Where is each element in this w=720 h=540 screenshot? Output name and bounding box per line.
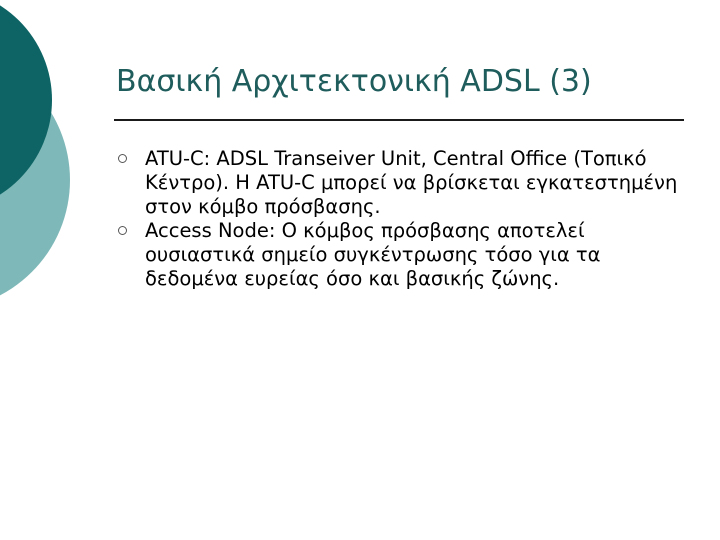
decorative-corner-circles [0, 0, 80, 300]
slide-title: Βασική Αρχιτεκτονική ADSL (3) [116, 64, 592, 99]
bullet-text: Access Node: O κόμβος πρόσβασης αποτελεί ουσιαστικά σημείο συγκέντρωσης τόσο για τα δεδομένα ευρείας όσο και βασικής ζώνης. [145, 219, 601, 290]
bullet-list [118, 147, 688, 291]
hollow-circle-bullet-icon [118, 226, 127, 235]
bullet-item-access-node [118, 219, 688, 291]
bullet-item-atu-c [118, 147, 688, 219]
bullet-text: ATU-C: ADSL Transeiver Unit, Central Office (Τοπικό Κέντρο). Η ATU-C μπορεί να βρίσκεται εγκατεστημένη στον κόμβο πρόσβασης. [145, 147, 678, 218]
hollow-circle-bullet-icon [118, 154, 127, 163]
title-divider [114, 119, 684, 121]
